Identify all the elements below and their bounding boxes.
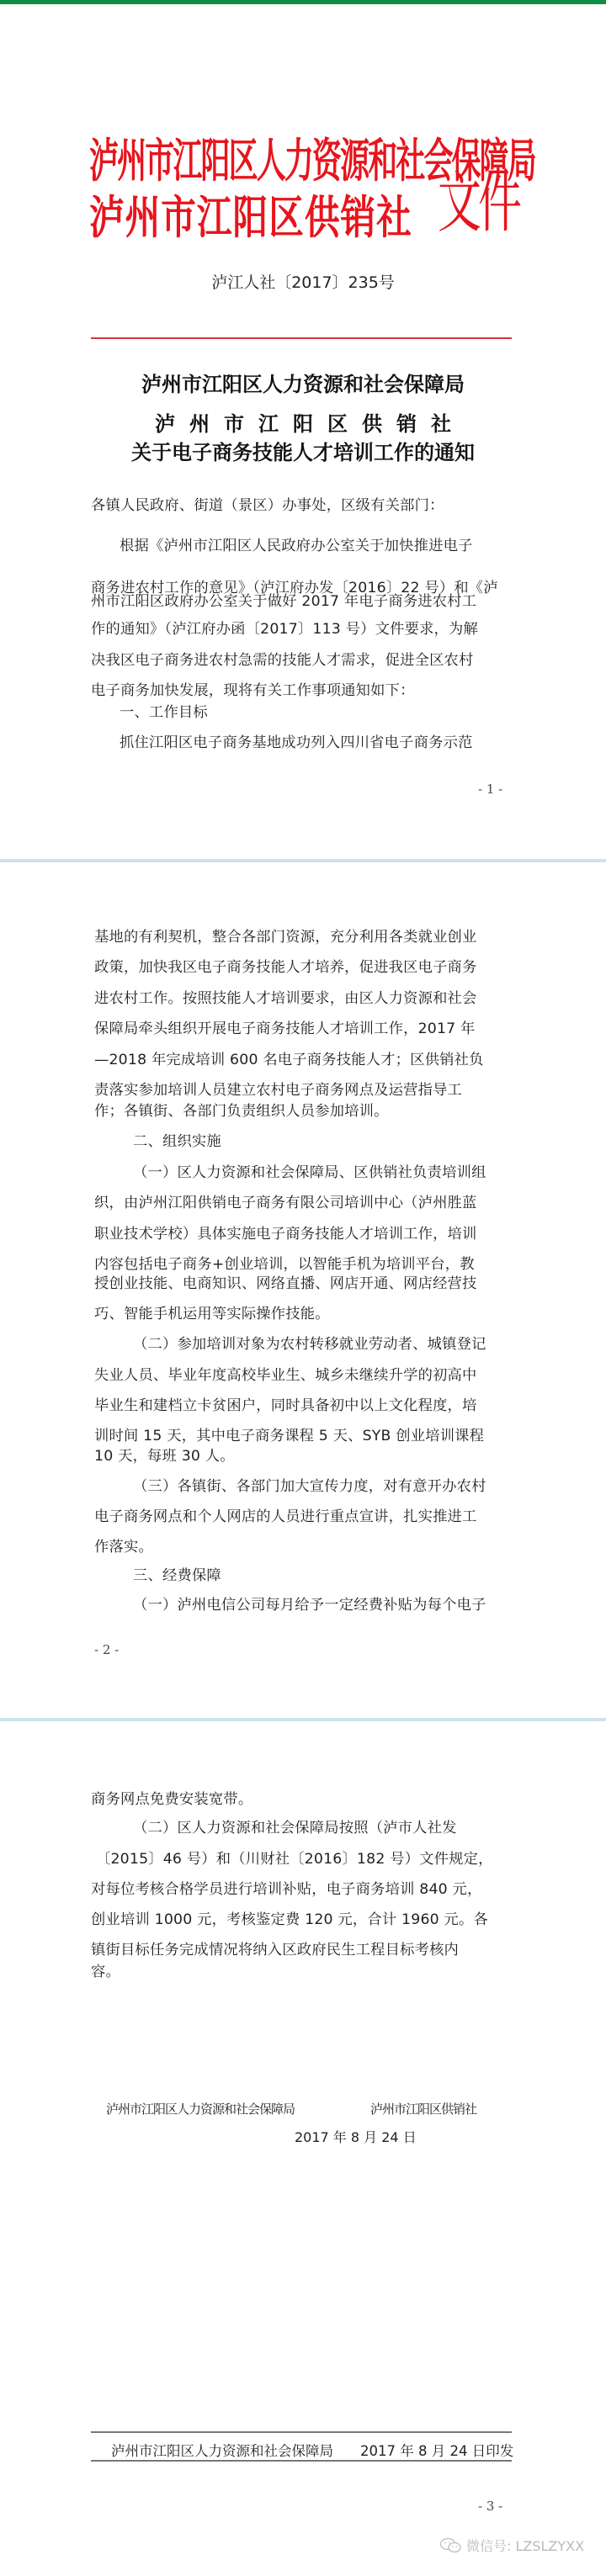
document-number: 泸江人社〔2017〕235号 xyxy=(211,273,395,292)
section-heading-2: 二、组织实施 xyxy=(133,1133,221,1150)
footer-top-rule xyxy=(91,2431,512,2433)
signature-org-2: 泸州市江阳区供销社 xyxy=(370,2102,477,2117)
footer-issue-date: 2017 年 8 月 24 日印发 xyxy=(360,2443,514,2459)
paragraph-line: —2018 年完成培训 600 名电子商务技能人才；区供销社负 xyxy=(94,1052,484,1068)
paragraph-line: （二）参加培训对象为农村转移就业劳动者、城镇登记 xyxy=(133,1336,486,1353)
paragraph-line: 失业人员、毕业年度高校毕业生、城乡未继续升学的初高中 xyxy=(94,1367,477,1384)
paragraph-line: 州市江阳区政府办公室关于做好 2017 年电子商务进农村工 xyxy=(91,593,477,610)
paragraph-line: 根据《泸州市江阳区人民政府办公室关于加快推进电子 xyxy=(120,538,473,554)
page-number-2: - 2 - xyxy=(94,1642,120,1657)
salutation: 各镇人民政府、街道（景区）办事处，区级有关部门： xyxy=(91,497,444,514)
paragraph-line: 保障局牵头组织开展电子商务技能人才培训工作，2017 年 xyxy=(94,1020,476,1037)
paragraph-line: （一）区人力资源和社会保障局、区供销社负责培训组 xyxy=(133,1164,486,1181)
top-accent-bar xyxy=(0,0,606,4)
paragraph-line: 商务网点免费安装宽带。 xyxy=(91,1791,253,1808)
page-separator xyxy=(0,859,606,862)
footer-bottom-rule xyxy=(91,2460,512,2462)
paragraph-line: 政策，加快我区电子商务技能人才培养，促进我区电子商务 xyxy=(94,959,477,976)
section-heading-3: 三、经费保障 xyxy=(133,1567,221,1584)
paragraph-line: 责落实参加培训人员建立农村电子商务网点及运营指导工 xyxy=(94,1082,463,1099)
paragraph-line: 决我区电子商务进农村急需的技能人才需求，促进全区农村 xyxy=(91,652,474,669)
paragraph-line: 抓住江阳区电子商务基地成功列入四川省电子商务示范 xyxy=(120,734,473,751)
paragraph-line: 巧、智能手机运用等实际操作技能。 xyxy=(94,1306,330,1322)
paragraph-line: 电子商务网点和个人网店的人员进行重点宣讲，扎实推进工 xyxy=(94,1508,477,1525)
letterhead-org-1: 泸州市江阳区人力资源和社会保障局 xyxy=(89,132,535,188)
signature-date: 2017 年 8 月 24 日 xyxy=(295,2129,417,2145)
section-heading-1: 一、工作目标 xyxy=(120,704,208,721)
paragraph-line: 作的通知》（泸江府办函〔2017〕113 号）文件要求，为解 xyxy=(91,621,479,638)
paragraph-line: 进农村工作。按照技能人才培训要求，由区人力资源和社会 xyxy=(94,990,477,1007)
paragraph-line: 基地的有利契机，整合各部门资源，充分利用各类就业创业 xyxy=(94,929,477,946)
paragraph-line: 内容包括电子商务+创业培训，以智能手机为培训平台，教 xyxy=(94,1256,475,1273)
title-line-2: 泸州市江阳区供销社 xyxy=(155,411,465,436)
paragraph-line: 容。 xyxy=(91,1964,120,1980)
paragraph-line: 作；各镇街、各部门负责组织人员参加培训。 xyxy=(94,1103,389,1120)
paragraph-line: 织，由泸州江阳供销电子商务有限公司培训中心（泸州胜蓝 xyxy=(94,1195,477,1211)
title-line-1: 泸州市江阳区人力资源和社会保障局 xyxy=(141,372,465,396)
page-number-3: - 3 - xyxy=(478,2499,503,2514)
paragraph-line: 商务进农村工作的意见》（泸江府办发〔2016〕22 号）和《泸 xyxy=(91,580,498,596)
letterhead-org-2: 泸州市江阳区供销社 xyxy=(89,190,412,245)
paragraph-line: 镇街目标任务完成情况将纳入区政府民生工程目标考核内 xyxy=(91,1942,460,1959)
title-line-3: 关于电子商务技能人才培训工作的通知 xyxy=(131,440,475,464)
letterhead-doc-type: 文件 xyxy=(438,166,519,242)
paragraph-line: （一）泸州电信公司每月给予一定经费补贴为每个电子 xyxy=(133,1597,486,1614)
paragraph-line: 训时间 15 天，其中电子商务课程 5 天、SYB 创业培训课程 xyxy=(94,1428,485,1444)
paragraph-line: 10 天，每班 30 人。 xyxy=(94,1448,235,1465)
page-number-1: - 1 - xyxy=(478,782,503,797)
paragraph-line: 授创业技能、电商知识、网络直播、网店开通、网店经营技 xyxy=(94,1275,477,1292)
paragraph-line: 对每位考核合格学员进行培训补贴，电子商务培训 840 元， xyxy=(91,1881,482,1898)
paragraph-line: 作落实。 xyxy=(94,1539,153,1556)
paragraph-line: 〔2015〕46 号）和（川财社〔2016〕182 号）文件规定， xyxy=(96,1851,493,1868)
paragraph-line: 职业技术学校）具体实施电子商务技能人才培训工作，培训 xyxy=(94,1226,477,1243)
wechat-icon xyxy=(439,2537,463,2554)
paragraph-line: 毕业生和建档立卡贫困户，同时具备初中以上文化程度，培 xyxy=(94,1397,477,1414)
wechat-watermark xyxy=(439,2536,584,2555)
paragraph-line: （二）区人力资源和社会保障局按照（泸市人社发 xyxy=(133,1820,457,1837)
signature-org-1: 泸州市江阳区人力资源和社会保障局 xyxy=(106,2102,295,2117)
paragraph-line: 电子商务加快发展，现将有关工作事项通知如下： xyxy=(91,682,415,699)
footer-issuer: 泸州市江阳区人力资源和社会保障局 xyxy=(111,2443,333,2459)
watermark-text: 微信号: LZSLZYXX xyxy=(466,2538,585,2554)
paragraph-line: 创业培训 1000 元，考核鉴定费 120 元，合计 1960 元。各 xyxy=(91,1911,488,1928)
paragraph-line: （三）各镇街、各部门加大宣传力度，对有意开办农村 xyxy=(133,1478,486,1495)
red-divider xyxy=(91,337,512,339)
page-separator xyxy=(0,1718,606,1721)
